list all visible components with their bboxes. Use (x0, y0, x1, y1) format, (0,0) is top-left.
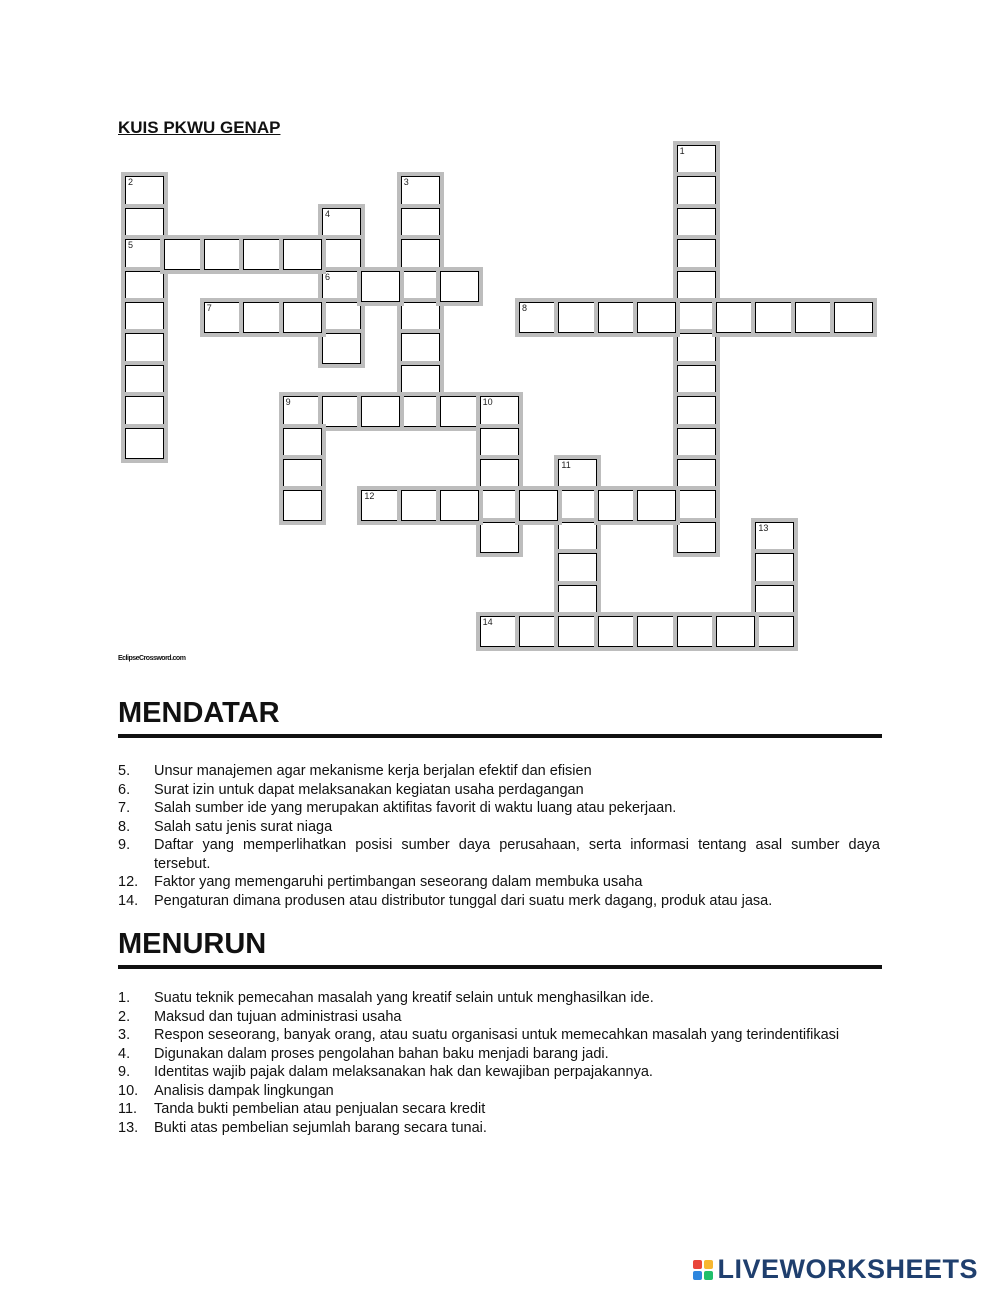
crossword-cell[interactable] (204, 239, 243, 270)
crossword-cell[interactable] (125, 271, 164, 302)
crossword-cell[interactable] (361, 490, 400, 521)
cell-number: 4 (325, 208, 331, 219)
crossword-cell[interactable] (401, 365, 440, 396)
clue-text: Daftar yang memperlihatkan posisi sumber daya perusahaan, serta informasi tentang asal sumber daya tersebut. (154, 837, 880, 872)
crossword-cell[interactable] (598, 302, 637, 333)
crossword-cell[interactable] (677, 333, 716, 364)
crossword-cell[interactable] (755, 553, 794, 584)
crossword-cell[interactable] (401, 176, 440, 207)
down-clue-item (118, 1082, 880, 1101)
across-clue-item (118, 892, 880, 911)
clue-number: 9. (118, 837, 131, 853)
clue-number: 5. (118, 763, 131, 779)
cell-number: 12 (364, 491, 375, 502)
across-heading: MENDATAR (118, 697, 280, 729)
crossword-cell[interactable] (361, 396, 400, 427)
crossword-cell[interactable] (125, 365, 164, 396)
crossword-cell[interactable] (125, 396, 164, 427)
crossword-cell[interactable] (755, 616, 794, 647)
down-clue-item (118, 1063, 880, 1082)
crossword-cell[interactable] (125, 333, 164, 364)
crossword-cell[interactable] (125, 208, 164, 239)
crossword-cell[interactable] (283, 428, 322, 459)
crossword-cell[interactable] (480, 428, 519, 459)
crossword-cell[interactable] (480, 396, 519, 427)
clue-text: Respon seseorang, banyak orang, atau suatu organisasi untuk memecahkan masalah yang terindentifikasi (154, 1027, 840, 1043)
clue-number: 13. (118, 1119, 139, 1136)
clue-number: 2. (118, 1008, 131, 1025)
clue-text: Faktor yang memengaruhi pertimbangan seseorang dalam membuka usaha (154, 874, 643, 890)
crossword-cell[interactable] (755, 302, 794, 333)
crossword-cell[interactable] (716, 616, 755, 647)
crossword-cell[interactable] (677, 302, 716, 333)
clue-number: 7. (118, 800, 131, 816)
cell-number: 1 (679, 146, 685, 156)
crossword-cell[interactable] (677, 459, 716, 490)
crossword-cell[interactable] (558, 302, 597, 333)
clue-text: Analisis dampak lingkungan (154, 1082, 334, 1099)
clue-text: Pengaturan dimana produsen atau distributor tunggal dari suatu merk dagang, produk atau jasa. (154, 892, 773, 909)
brand-logo-icon (693, 1260, 713, 1280)
crossword-cell[interactable] (243, 302, 282, 333)
across-clue-item (118, 818, 880, 837)
clue-text: Identitas wajib pajak dalam melaksanakan hak dan kewajiban perpajakannya. (154, 1064, 653, 1080)
cell-number: 10 (482, 397, 493, 408)
clue-number: 12. (118, 874, 139, 890)
crossword-cell[interactable] (677, 616, 716, 647)
crossword-cell[interactable] (480, 490, 519, 521)
clue-number: 4. (118, 1045, 131, 1062)
crossword-cell[interactable] (322, 333, 361, 364)
crossword-cell[interactable] (125, 176, 164, 207)
crossword-cell[interactable] (755, 585, 794, 616)
clue-number: 10. (118, 1082, 139, 1099)
clue-number: 1. (118, 990, 131, 1006)
crossword-cell[interactable] (677, 145, 716, 176)
crossword-cell[interactable] (401, 490, 440, 521)
crossword-cell[interactable] (440, 490, 479, 521)
clue-text: Bukti atas pembelian sejumlah barang secara tunai. (154, 1119, 487, 1136)
crossword-cell[interactable] (519, 302, 558, 333)
crossword-cell[interactable] (361, 271, 400, 302)
clue-number: 11. (118, 1101, 138, 1117)
crossword-cell[interactable] (401, 396, 440, 427)
down-heading: MENURUN (118, 928, 267, 960)
clue-text: Digunakan dalam proses pengolahan bahan baku menjadi barang jadi. (154, 1045, 609, 1062)
crossword-cell[interactable] (716, 302, 755, 333)
crossword-cell[interactable] (322, 239, 361, 270)
crossword-cell[interactable] (558, 490, 597, 521)
crossword-cell[interactable] (795, 302, 834, 333)
cell-number: 2 (128, 177, 134, 188)
cell-number: 5 (128, 240, 134, 251)
crossword-cell[interactable] (677, 428, 716, 459)
crossword-cell[interactable] (519, 616, 558, 647)
crossword-cell[interactable] (677, 396, 716, 427)
crossword-cell[interactable] (480, 459, 519, 490)
crossword-cell[interactable] (637, 302, 676, 333)
cell-number: 7 (206, 303, 212, 313)
cell-number: 9 (285, 397, 291, 408)
liveworksheets-logo (693, 1254, 978, 1285)
clue-text: Salah satu jenis surat niaga (154, 818, 333, 835)
crossword-cell[interactable] (322, 396, 361, 427)
crossword-cell[interactable] (322, 271, 361, 302)
cell-number: 8 (522, 303, 528, 313)
crossword-cell[interactable] (558, 616, 597, 647)
crossword-cell[interactable] (283, 396, 322, 427)
down-clue-item (118, 1008, 880, 1027)
clue-number: 6. (118, 781, 131, 798)
crossword-cell[interactable] (283, 239, 322, 270)
credit-text: EclipseCrossword.com (118, 655, 186, 662)
crossword-cell[interactable] (598, 616, 637, 647)
crossword-cell[interactable] (677, 365, 716, 396)
logo-square-yellow (704, 1260, 713, 1269)
crossword-cell[interactable] (322, 302, 361, 333)
across-clue-item (118, 873, 880, 892)
crossword-cell[interactable] (558, 585, 597, 616)
down-clue-item (118, 989, 880, 1008)
clue-text: Salah sumber ide yang merupakan aktifitas favorit di waktu luang atau pekerjaan. (154, 800, 677, 816)
across-clue-item (118, 836, 880, 873)
down-clue-item (118, 1026, 880, 1045)
crossword-cell[interactable] (519, 490, 558, 521)
across-divider (118, 734, 882, 738)
cell-number: 14 (482, 617, 493, 627)
crossword-cell[interactable] (401, 208, 440, 239)
crossword-cell[interactable] (677, 490, 716, 521)
crossword-cell[interactable] (243, 239, 282, 270)
crossword-cell[interactable] (401, 239, 440, 270)
down-clue-item (118, 1119, 880, 1138)
crossword-cell[interactable] (204, 302, 243, 333)
clue-text: Surat izin untuk dapat melaksanakan kegiatan usaha perdagangan (154, 781, 584, 798)
brand-name: LIVEWORKSHEETS (717, 1254, 978, 1284)
cell-number: 3 (403, 177, 409, 188)
crossword-cell[interactable] (755, 522, 794, 553)
clue-text: Suatu teknik pemecahan masalah yang kreatif selain untuk menghasilkan ide. (154, 990, 654, 1006)
clue-text: Tanda bukti pembelian atau penjualan secara kredit (154, 1101, 486, 1117)
down-divider (118, 965, 882, 969)
down-clue-item (118, 1100, 880, 1119)
crossword-cell[interactable] (677, 208, 716, 239)
crossword-cell[interactable] (637, 616, 676, 647)
crossword-cell[interactable] (480, 522, 519, 553)
crossword-cell[interactable] (558, 459, 597, 490)
across-clue-item (118, 762, 880, 781)
clue-text: Maksud dan tujuan administrasi usaha (154, 1008, 402, 1025)
logo-square-red (693, 1260, 702, 1269)
crossword-cell[interactable] (480, 616, 519, 647)
cell-number: 6 (325, 271, 331, 282)
clue-number: 14. (118, 892, 139, 909)
clue-number: 8. (118, 818, 131, 835)
down-clue-item (118, 1045, 880, 1064)
cell-number: 13 (758, 522, 769, 533)
crossword-cell[interactable] (164, 239, 203, 270)
crossword-cell[interactable] (558, 522, 597, 553)
logo-square-green (704, 1271, 713, 1280)
crossword-cell[interactable] (125, 428, 164, 459)
crossword-cell[interactable] (283, 459, 322, 490)
crossword-cell[interactable] (440, 271, 479, 302)
crossword-cell[interactable] (283, 302, 322, 333)
crossword-cell[interactable] (598, 490, 637, 521)
page-title: KUIS PKWU GENAP (118, 118, 281, 137)
down-clue-list (118, 989, 880, 1137)
across-clue-item (118, 799, 880, 818)
clue-number: 9. (118, 1064, 131, 1080)
logo-square-blue (693, 1271, 702, 1280)
clue-text: Unsur manajemen agar mekanisme kerja berjalan efektif dan efisien (154, 763, 592, 779)
crossword-cell[interactable] (558, 553, 597, 584)
crossword-cell[interactable] (125, 239, 164, 270)
crossword-cell[interactable] (677, 522, 716, 553)
crossword-cell[interactable] (322, 208, 361, 239)
crossword-cell[interactable] (440, 396, 479, 427)
crossword-cell[interactable] (283, 490, 322, 521)
crossword-cell[interactable] (401, 302, 440, 333)
across-clue-item (118, 781, 880, 800)
crossword-cell[interactable] (637, 490, 676, 521)
crossword-cell[interactable] (125, 302, 164, 333)
crossword-cell[interactable] (677, 271, 716, 302)
crossword-cell[interactable] (834, 302, 873, 333)
cell-number: 11 (561, 460, 571, 470)
crossword-cell[interactable] (401, 271, 440, 302)
across-clue-list (118, 762, 880, 910)
crossword-cell[interactable] (677, 239, 716, 270)
clue-number: 3. (118, 1027, 131, 1043)
crossword-cell[interactable] (401, 333, 440, 364)
crossword-cell[interactable] (677, 176, 716, 207)
